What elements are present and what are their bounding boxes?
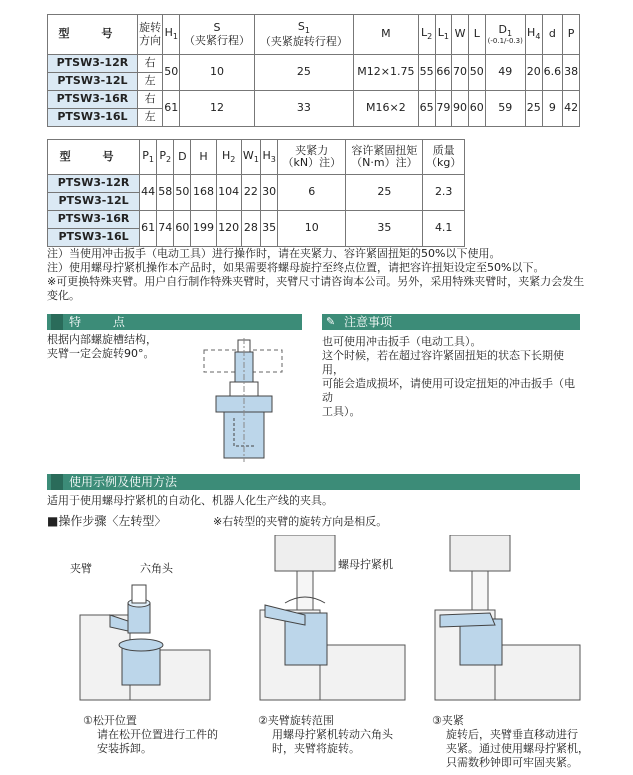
col-model: 型 号 (48, 140, 140, 175)
col-h2: $H_2$ (216, 140, 241, 175)
col-l2: $L_2$ (418, 15, 435, 55)
step1-illustration (70, 575, 220, 705)
table-row: PTSW3-12R 44 58 50 168 104 22 30 6 25 2.3 (48, 175, 465, 193)
callout-nut-runner: 螺母拧紧机 (338, 558, 393, 571)
table-row: PTSW3-16R 右 61 12 33 M16×2 65 79 90 60 59 25 9 42 (48, 91, 580, 109)
table-row: PTSW3-16L 左 (48, 109, 580, 127)
col-w: W (452, 15, 469, 55)
table-row: PTSW3-16L (48, 229, 465, 247)
col-s: S （夹紧行程） (180, 15, 255, 55)
col-force: 夹紧力 （kN）注） (278, 140, 346, 175)
callout-arm: 夹臂 (70, 562, 92, 575)
col-m: M (353, 15, 418, 55)
caution-text: 也可使用冲击扳手（电动工具）。 这个时候，若在超过容许紧固扭矩的状态下长期使用， 可能会造成损坏，请使用可设定扭矩的冲击扳手（电动 工具）。 (322, 335, 575, 418)
col-d1: $D_1$ (-0.1/-0.3) (485, 15, 525, 55)
step-caption-3: ③夹紧 旋转后，夹臂垂直移动进行 夹紧。通过使用螺母拧紧机， 只需数秒钟即可牢固夹紧。 (432, 714, 589, 769)
col-l: L (468, 15, 485, 55)
section-marker-icon (51, 474, 63, 490)
col-l1: $L_1$ (435, 15, 452, 55)
table-row: PTSW3-16R 61 74 60 199 120 28 35 10 35 4.1 (48, 211, 465, 229)
features-text: 根据内部螺旋槽结构， 夹臂一定会旋转90°。 (47, 333, 157, 360)
callout-hex-head: 六角头 (140, 562, 173, 575)
col-d: D (174, 140, 191, 175)
col-p1: $P_1$ (140, 140, 157, 175)
col-h: H (191, 140, 216, 175)
col-torque: 容许紧固扭矩 （N·m）注） (346, 140, 423, 175)
table-row: PTSW3-12R 右 50 10 25 M12×1.75 55 66 70 50 49 20 6.6 38 (48, 55, 580, 73)
note-special-arm: ※可更换特殊夹臂。用户自行制作特殊夹臂时，夹臂尺寸请咨询本公司。另外，采用特殊夹臂时，夹紧力会发生变化。 (47, 275, 585, 302)
table-row: PTSW3-12L (48, 193, 465, 211)
steps-title: ■操作步骤〈左转型〉 (47, 514, 167, 528)
notes-block (47, 247, 592, 303)
col-d: d (542, 15, 563, 55)
col-s1: $S_1$ （夹紧旋转行程） (254, 15, 353, 55)
col-h3: $H_3$ (261, 140, 278, 175)
note-impact-wrench: 注）当使用冲击扳手（电动工具）进行操作时，请在夹紧力、容许紧固扭矩的50%以下使用。 (47, 247, 501, 260)
step-caption-2: ②夹臂旋转范围 用螺母拧紧机转动六角头 时，夹臂将旋转。 (258, 714, 393, 755)
col-model: 型 号 (48, 15, 138, 55)
note-nut-runner: 注）使用螺母拧紧机操作本产品时，如果需要将螺母旋拧至终点位置，请把容许扭矩设定至50%以下。 (47, 261, 545, 274)
step-caption-1: ①松开位置 请在松开位置进行工件的 安装拆卸。 (83, 714, 218, 755)
col-w1: $W_1$ (241, 140, 260, 175)
spec-table-1 (47, 14, 580, 127)
steps-note: ※右转型的夹臂的旋转方向是相反。 (213, 515, 388, 528)
col-p: P (563, 15, 580, 55)
col-h4: $H_4$ (525, 15, 542, 55)
table-row: PTSW3-12L 左 (48, 73, 580, 91)
clamp-cross-section-illustration (198, 338, 288, 464)
features-header: 特 点 (47, 314, 302, 330)
usage-text: 适用于使用螺母拧紧机的自动化、机器人化生产线的夹具。 (47, 494, 333, 507)
col-mass: 质量 （kg） (423, 140, 465, 175)
spec-table-2 (47, 139, 465, 247)
col-p2: $P_2$ (157, 140, 174, 175)
col-h1: $H_1$ (163, 15, 180, 55)
pencil-icon: ✎ (326, 315, 336, 328)
section-marker-icon (51, 314, 63, 330)
caution-header: ✎ 注意事项 (322, 314, 580, 330)
col-direction: 旋转 方向 (137, 15, 163, 55)
usage-header: 使用示例及使用方法 (47, 474, 580, 490)
step3-illustration (420, 535, 585, 705)
